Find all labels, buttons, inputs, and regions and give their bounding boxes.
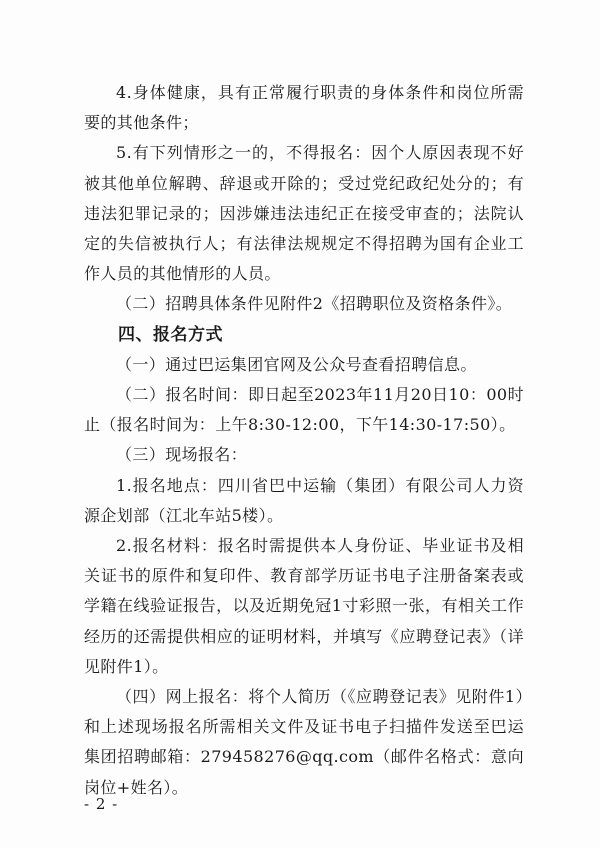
paragraph-health-requirement: 4.身体健康，具有正常履行职责的身体条件和岗位所需要的其他条件； xyxy=(84,83,524,133)
paragraph-info-channel: （一）通过巴运集团官网及公众号查看招聘信息。 xyxy=(116,354,477,374)
paragraph-registration-location: 1.报名地点：四川省巴中运输（集团）有限公司人力资源企划部（江北车站5楼）。 xyxy=(84,475,524,525)
section-heading-registration: 四、报名方式 xyxy=(118,324,223,345)
page-number: - 2 - xyxy=(84,795,119,813)
paragraph-registration-time: （二）报名时间：即日起至2023年11月20日10：00时止（报名时间为：上午8:30-12:00，下午14:30-17:50）。 xyxy=(84,385,524,435)
paragraph-disqualification: 5.有下列情形之一的，不得报名：因个人原因表现不好被其他单位解聘、辞退或开除的；受过党纪政纪处分的；有违法犯罪记录的；因涉嫌违法违纪正在接受审查的；法院认定的失信被执行人；有法律法规规定不得招聘为国有企业工作人员的其他情形的人员。 xyxy=(84,143,524,284)
paragraph-conditions-reference: （二）招聘具体条件见附件2《招聘职位及资格条件》。 xyxy=(116,294,513,314)
document-body xyxy=(84,78,524,803)
paragraph-online-registration: （四）网上报名：将个人简历（《应聘登记表》见附件1）和上述现场报名所需相关文件及证书电子扫描件发送至巴运集团招聘邮箱：279458276@qq.com（邮件名格式：意向岗位+姓名）。 xyxy=(84,687,524,797)
paragraph-registration-materials: 2.报名材料：报名时需提供本人身份证、毕业证书及相关证书的原件和复印件、教育部学历证书电子注册备案表或学籍在线验证报告，以及近期免冠1寸彩照一张，有相关工作经历的还需提供相应的证明材料，并填写《应聘登记表》（详见附件1）。 xyxy=(84,536,524,676)
paragraph-onsite-registration: （三）现场报名： xyxy=(116,445,248,465)
